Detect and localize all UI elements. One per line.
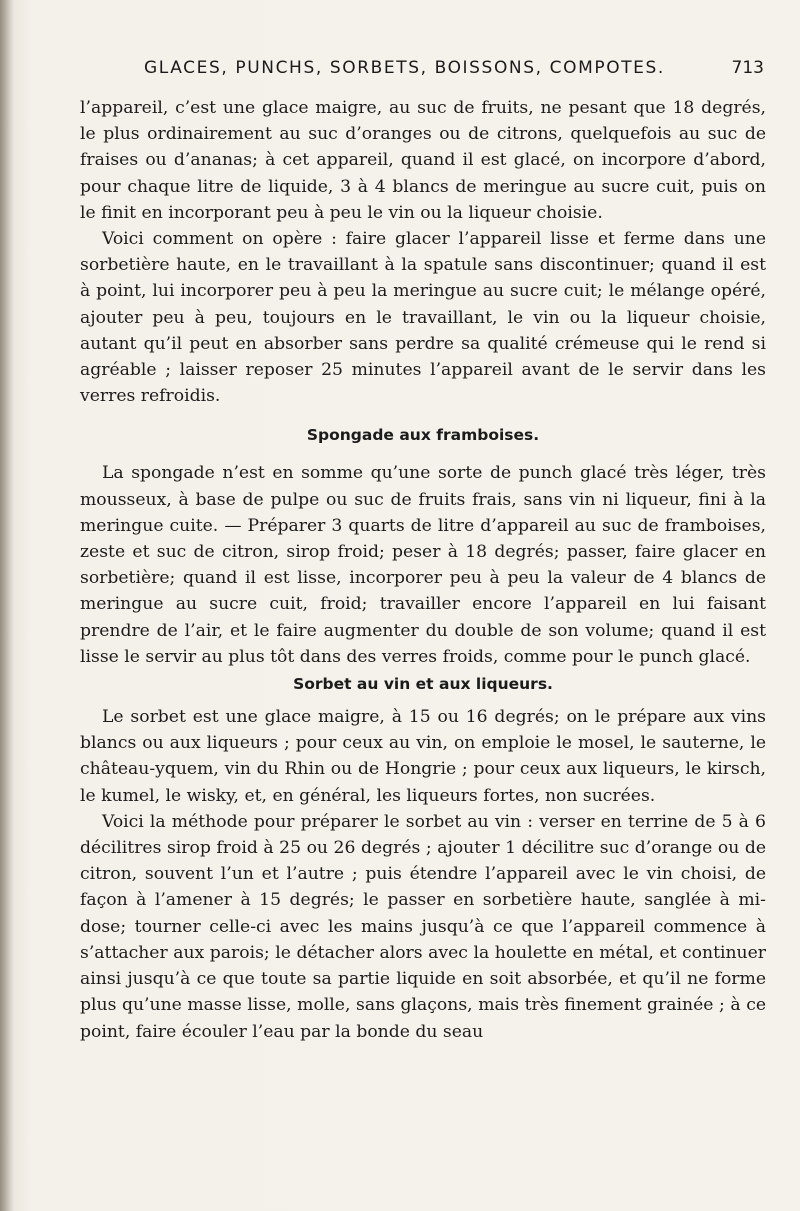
paragraph-sorbet-definition: Le sorbet est une glace maigre, à 15 ou 16 degrés; on le prépare aux vins blancs ou aux liqueurs ; pour ceux au vin, on emploie le mosel, le sauterne, le château-yquem, vin du Rhin ou de Hongrie ; pour ceux aux liqueurs, le kirsch, le kumel, le wisky, et, en général, les liqueurs fortes, non sucrées.	[80, 707, 766, 806]
paragraph-method-intro: Voici comment on opère : faire glacer l’appareil lisse et ferme dans une sorbetière haute, en le travaillant à la spatule sans discontinuer; quand il est à point, lui incorporer peu à peu la meringue au sucre cuit; le mélange opéré, ajouter peu à peu, toujours en le travaillant, le vin ou la liqueur choisie, autant qu’il peut en absorber sans perdre sa qualité crémeuse qui le rend si agréable ; laisser reposer 25 minutes l’appareil avant de le servir dans les verres refroidis.	[80, 229, 766, 407]
running-header	[78, 58, 764, 88]
paragraph-continuation: l’appareil, c’est une glace maigre, au suc de fruits, ne pesant que 18 degrés, le plus ordinairement au suc d’oranges ou de citrons, quelquefois au suc de fraises ou d’ananas; à cet appareil, quand il est glacé, on incorpore d’abord, pour chaque litre de liquide, 3 à 4 blancs de meringue au sucre cuit, puis on le finit en incorporant peu à peu le vin ou la liqueur choisie.	[80, 98, 766, 223]
page-number: 713	[731, 58, 764, 78]
section-heading-sorbet: Sorbet au vin et aux liqueurs.	[293, 675, 553, 694]
paragraph-spongade: La spongade n’est en somme qu’une sorte de punch glacé très léger, très mousseux, à base de pulpe ou suc de fruits frais, sans vin ni liqueur, fini à la meringue cuite. — Préparer 3 quarts de litre d’appareil au suc de framboises, zeste et suc de citron, sirop froid; peser à 18 degrés; passer, faire glacer en sorbetière; quand il est lisse, incorporer peu à peu la valeur de 4 blancs de meringue au sucre cuit, froid; travailler encore l’appareil en lui faisant prendre de l’air, et le faire augmenter du double de son volume; quand il est lisse le servir au plus tôt dans des verres froids, comme pour le punch glacé.	[80, 463, 766, 667]
binding-gutter	[0, 0, 14, 1211]
page-body	[80, 95, 766, 1045]
running-title: GLACES, PUNCHS, SORBETS, BOISSONS, COMPOTES.	[144, 58, 665, 78]
section-heading-spongade: Spongade aux framboises.	[306, 426, 540, 445]
paragraph-sorbet-method: Voici la méthode pour préparer le sorbet au vin : verser en terrine de 5 à 6 décilitres sirop froid à 25 ou 26 degrés ; ajouter 1 décilitre suc d’orange ou de citron, souvent l’un et l’autre ; puis étendre l’appareil avec le vin choisi, de façon à l’amener à 15 degrés; le passer en sorbetière haute, sanglée à mi-dose; tourner celle-ci avec les mains jusqu’à ce que l’appareil commence à s’attacher aux parois; le détacher alors avec la houlette en métal, et continuer ainsi jusqu’à ce que toute sa partie liquide en soit absorbée, et qu’il ne forme plus qu’une masse lisse, molle, sans glaçons, mais très finement grainée ; à ce point, faire écouler l’eau par la bonde du seau	[80, 811, 766, 1042]
